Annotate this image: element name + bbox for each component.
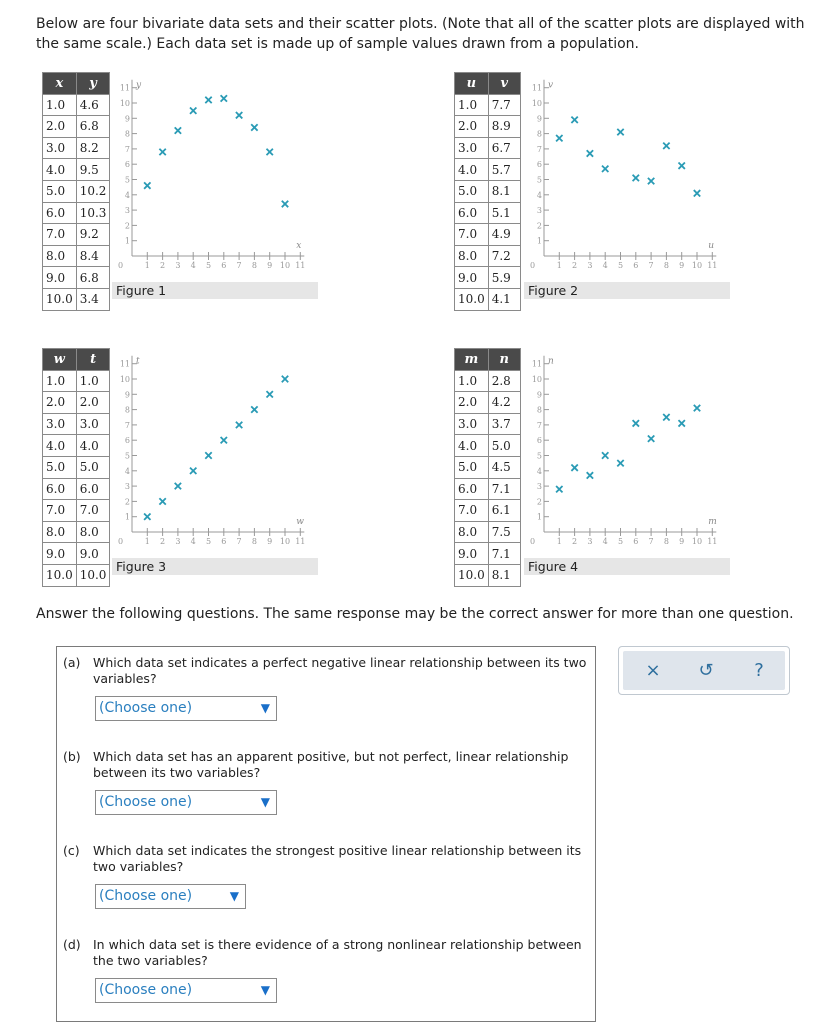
data-point [251, 124, 257, 130]
question-c [63, 843, 589, 875]
y-tick-label: 3 [536, 206, 542, 216]
table-cell: 8.1 [488, 180, 520, 202]
table-cell: 4.0 [455, 435, 489, 457]
data-point [236, 112, 242, 118]
y-tick-label: 8 [124, 405, 130, 415]
y-axis-label: v [548, 80, 554, 91]
y-tick-label: 1 [124, 236, 130, 246]
y-tick-label: 9 [124, 390, 130, 400]
table-cell: 4.1 [488, 288, 520, 310]
dropdown-arrow-icon: ▼ [229, 889, 239, 903]
y-tick-label: 2 [124, 497, 130, 507]
y-tick-label: 7 [536, 144, 542, 154]
x-tick-label: 2 [160, 537, 166, 546]
answer-select-c[interactable] [95, 884, 246, 909]
x-tick-label: 7 [648, 537, 654, 546]
data-point [694, 190, 700, 196]
scatter-plot-4 [526, 348, 726, 553]
x-tick-label: 1 [144, 261, 150, 270]
y-tick-label: 2 [124, 221, 130, 231]
figure-caption: Figure 1 [112, 282, 318, 299]
y-tick-label: 6 [124, 160, 130, 170]
y-tick-label: 8 [536, 405, 542, 415]
dropdown-arrow-icon: ▼ [260, 983, 270, 997]
x-tick-label: 6 [633, 261, 639, 270]
answer-select-d[interactable] [95, 978, 277, 1003]
y-tick-label: 2 [536, 221, 542, 231]
y-tick-label: 10 [119, 99, 130, 108]
x-tick-label: 2 [160, 261, 166, 270]
origin-label: 0 [530, 537, 536, 546]
table-cell: 8.0 [43, 521, 77, 543]
table-cell: 10.0 [455, 288, 489, 310]
table-cell: 8.0 [455, 245, 489, 267]
y-tick-label: 11 [531, 359, 542, 369]
help-button[interactable] [739, 651, 779, 690]
y-tick-label: 5 [536, 451, 542, 461]
table-cell: 5.0 [488, 435, 520, 457]
table-cell: 4.6 [76, 94, 110, 116]
y-tick-label: 5 [536, 175, 542, 185]
figure-3 [42, 348, 342, 588]
x-tick-label: 10 [691, 261, 703, 270]
y-axis-label: t [136, 356, 140, 367]
table-cell: 6.7 [488, 137, 520, 159]
x-axis-label: m [708, 517, 717, 527]
question-text: Which data set has an apparent positive, but not perfect, linear relationship between its two variables? [93, 749, 569, 780]
table-cell: 9.0 [76, 543, 110, 565]
table-cell: 8.9 [488, 116, 520, 138]
x-axis-label: x [296, 241, 302, 251]
table-cell: 6.1 [488, 500, 520, 522]
data-point [663, 414, 669, 420]
table-cell: 4.5 [488, 456, 520, 478]
y-tick-label: 10 [119, 375, 130, 384]
data-table-1 [42, 72, 110, 311]
dropdown-arrow-icon: ▼ [260, 701, 270, 715]
figure-caption: Figure 2 [524, 282, 730, 299]
table-cell: 10.3 [76, 202, 110, 224]
data-point [587, 150, 593, 156]
table-cell: 5.0 [43, 456, 77, 478]
data-point [648, 178, 654, 184]
data-point [617, 460, 623, 466]
y-tick-label: 6 [536, 160, 542, 170]
table-cell: 7.5 [488, 521, 520, 543]
origin-label: 0 [118, 261, 124, 270]
y-tick-label: 8 [536, 129, 542, 139]
table-cell: 8.1 [488, 564, 520, 586]
x-tick-label: 11 [707, 537, 718, 546]
data-point [617, 129, 623, 135]
data-point [633, 175, 639, 181]
table-cell: 6.0 [455, 478, 489, 500]
table-cell: 6.0 [76, 478, 110, 500]
table-cell: 5.7 [488, 159, 520, 181]
x-tick-label: 5 [205, 537, 212, 546]
x-tick-label: 4 [190, 261, 196, 270]
table-cell: 9.2 [76, 224, 110, 246]
x-tick-label: 4 [602, 537, 608, 546]
y-tick-label: 1 [536, 236, 542, 246]
table-cell: 1.0 [455, 94, 489, 116]
select-value: (Choose one) [99, 982, 193, 998]
table-cell: 9.0 [455, 543, 489, 565]
table-cell: 5.0 [455, 456, 489, 478]
data-point [190, 468, 196, 474]
table-cell: 7.7 [488, 94, 520, 116]
table-cell: 4.2 [488, 392, 520, 414]
intro-text: Below are four bivariate data sets and their scatter plots. (Note that all of the scatter plots are displayed with the same scale.) Each data set is made up of sample values drawn from a population. [36, 16, 805, 52]
table-cell: 1.0 [455, 370, 489, 392]
y-tick-label: 1 [536, 512, 542, 522]
y-tick-label: 5 [124, 451, 130, 461]
y-tick-label: 9 [536, 114, 542, 124]
data-point [648, 435, 654, 441]
table-cell: 8.0 [455, 521, 489, 543]
data-point [175, 127, 181, 133]
figure-caption: Figure 3 [112, 558, 318, 575]
y-tick-label: 10 [531, 375, 542, 384]
question-text: Which data set indicates the strongest positive linear relationship between its two variables? [93, 843, 582, 874]
table-cell: 6.0 [43, 478, 77, 500]
y-tick-label: 6 [536, 436, 542, 446]
data-point [205, 452, 211, 458]
data-point [679, 163, 685, 169]
x-tick-label: 8 [251, 261, 257, 270]
y-tick-label: 2 [536, 497, 542, 507]
x-tick-label: 10 [279, 261, 291, 270]
table-header: t [76, 349, 110, 371]
data-point [602, 452, 608, 458]
data-point [282, 376, 288, 382]
table-cell: 10.0 [76, 564, 110, 586]
x-axis-label: w [296, 517, 305, 527]
y-axis-label: y [136, 80, 142, 91]
table-cell: 6.8 [76, 116, 110, 138]
data-point [556, 486, 562, 492]
x-tick-label: 3 [175, 537, 181, 546]
table-cell: 7.0 [455, 224, 489, 246]
table-cell: 5.9 [488, 267, 520, 289]
table-cell: 4.9 [488, 224, 520, 246]
data-point [602, 166, 608, 172]
table-cell: 7.0 [76, 500, 110, 522]
x-tick-label: 4 [190, 537, 196, 546]
data-point [144, 514, 150, 520]
table-cell: 1.0 [43, 370, 77, 392]
y-tick-label: 3 [124, 206, 130, 216]
data-point [159, 498, 165, 504]
origin-label: 0 [530, 261, 536, 270]
y-tick-label: 1 [124, 512, 130, 522]
y-tick-label: 5 [124, 175, 130, 185]
table-cell: 7.2 [488, 245, 520, 267]
y-tick-label: 4 [124, 190, 130, 200]
x-tick-label: 7 [648, 261, 654, 270]
close-icon: × [645, 660, 661, 681]
data-table-3 [42, 348, 110, 587]
y-tick-label: 6 [124, 436, 130, 446]
table-cell: 8.4 [76, 245, 110, 267]
x-tick-label: 2 [572, 537, 578, 546]
y-tick-label: 10 [531, 99, 542, 108]
table-cell: 7.1 [488, 478, 520, 500]
table-cell: 8.0 [76, 521, 110, 543]
x-tick-label: 1 [144, 537, 150, 546]
data-point [221, 437, 227, 443]
data-point [144, 182, 150, 188]
data-point [663, 143, 669, 149]
table-cell: 4.0 [43, 435, 77, 457]
y-tick-label: 7 [124, 144, 130, 154]
table-header: w [43, 349, 77, 371]
table-cell: 7.0 [455, 500, 489, 522]
dropdown-arrow-icon: ▼ [260, 795, 270, 809]
y-tick-label: 9 [536, 390, 542, 400]
x-tick-label: 9 [267, 261, 273, 270]
x-tick-label: 5 [617, 537, 624, 546]
question-letter: (c) [63, 843, 80, 858]
data-point [190, 107, 196, 113]
data-point [205, 97, 211, 103]
x-tick-label: 10 [279, 537, 291, 546]
x-tick-label: 7 [236, 261, 242, 270]
x-tick-label: 10 [691, 537, 703, 546]
table-cell: 2.0 [455, 392, 489, 414]
undo-icon: ↺ [698, 660, 714, 681]
table-header: u [455, 73, 489, 95]
x-tick-label: 11 [295, 261, 306, 270]
question-a [63, 655, 589, 687]
question-letter: (a) [63, 655, 81, 670]
y-tick-label: 7 [124, 420, 130, 430]
table-cell: 10.0 [43, 288, 77, 310]
table-cell: 9.0 [455, 267, 489, 289]
table-header: v [488, 73, 520, 95]
data-table-4 [454, 348, 521, 587]
scatter-plot-1 [114, 72, 314, 277]
table-cell: 8.0 [43, 245, 77, 267]
table-cell: 5.0 [455, 180, 489, 202]
answer-select-a[interactable] [95, 696, 277, 721]
table-cell: 9.0 [43, 267, 77, 289]
data-point [267, 149, 273, 155]
table-cell: 1.0 [76, 370, 110, 392]
x-axis-label: u [708, 241, 715, 251]
table-cell: 9.5 [76, 159, 110, 181]
table-cell: 2.0 [43, 116, 77, 138]
question-text: In which data set is there evidence of a strong nonlinear relationship between the two variables? [93, 937, 582, 968]
table-cell: 2.0 [43, 392, 77, 414]
data-point [175, 483, 181, 489]
table-header: y [76, 73, 110, 95]
x-tick-label: 11 [295, 537, 306, 546]
table-cell: 10.2 [76, 180, 110, 202]
x-tick-label: 8 [663, 537, 669, 546]
y-tick-label: 3 [124, 482, 130, 492]
scatter-plot-3 [114, 348, 314, 553]
x-tick-label: 8 [251, 537, 257, 546]
y-tick-label: 7 [536, 420, 542, 430]
x-tick-label: 1 [556, 261, 562, 270]
data-point [282, 201, 288, 207]
x-tick-label: 5 [617, 261, 624, 270]
table-cell: 4.0 [43, 159, 77, 181]
data-point [587, 472, 593, 478]
question-letter: (d) [63, 937, 81, 952]
x-tick-label: 5 [205, 261, 212, 270]
y-tick-label: 11 [531, 83, 542, 93]
data-point [571, 465, 577, 471]
x-tick-label: 3 [587, 261, 593, 270]
table-cell: 2.0 [76, 392, 110, 414]
help-icon: ? [754, 660, 764, 681]
data-point [159, 149, 165, 155]
table-cell: 5.0 [76, 456, 110, 478]
data-table-2 [454, 72, 521, 311]
toolbar-inner [623, 651, 785, 690]
question-text: Which data set indicates a perfect negative linear relationship between its two variables? [93, 655, 587, 686]
select-value: (Choose one) [99, 700, 193, 716]
figure-4 [454, 348, 754, 588]
undo-button[interactable] [686, 651, 726, 690]
answer-select-b[interactable] [95, 790, 277, 815]
x-tick-label: 9 [679, 261, 685, 270]
table-cell: 3.7 [488, 413, 520, 435]
data-point [267, 391, 273, 397]
y-tick-label: 9 [124, 114, 130, 124]
table-header: n [488, 349, 520, 371]
table-cell: 7.0 [43, 224, 77, 246]
x-tick-label: 7 [236, 537, 242, 546]
y-axis-label: n [548, 356, 554, 367]
x-tick-label: 4 [602, 261, 608, 270]
x-tick-label: 6 [221, 261, 227, 270]
table-cell: 2.0 [455, 116, 489, 138]
figure-caption: Figure 4 [524, 558, 730, 575]
origin-label: 0 [118, 537, 124, 546]
table-cell: 3.4 [76, 288, 110, 310]
clear-button[interactable] [633, 651, 673, 690]
table-cell: 6.0 [43, 202, 77, 224]
x-tick-label: 11 [707, 261, 718, 270]
table-cell: 2.8 [488, 370, 520, 392]
scatter-plot-2 [526, 72, 726, 277]
table-cell: 1.0 [43, 94, 77, 116]
answer-toolbar [618, 646, 790, 695]
data-point [251, 406, 257, 412]
figure-2 [454, 72, 754, 312]
table-cell: 9.0 [43, 543, 77, 565]
data-point [633, 420, 639, 426]
question-letter: (b) [63, 749, 81, 764]
table-cell: 7.1 [488, 543, 520, 565]
table-cell: 3.0 [455, 137, 489, 159]
x-tick-label: 6 [633, 537, 639, 546]
x-tick-label: 3 [587, 537, 593, 546]
y-tick-label: 4 [536, 190, 542, 200]
table-cell: 7.0 [43, 500, 77, 522]
table-header: x [43, 73, 77, 95]
y-tick-label: 8 [124, 129, 130, 139]
questions-box [56, 646, 596, 1022]
table-cell: 3.0 [43, 413, 77, 435]
table-cell: 3.0 [455, 413, 489, 435]
y-tick-label: 4 [124, 466, 130, 476]
figure-1 [42, 72, 342, 312]
y-tick-label: 3 [536, 482, 542, 492]
table-cell: 8.2 [76, 137, 110, 159]
data-point [556, 135, 562, 141]
x-tick-label: 2 [572, 261, 578, 270]
x-tick-label: 8 [663, 261, 669, 270]
data-point [236, 422, 242, 428]
x-tick-label: 1 [556, 537, 562, 546]
table-header: m [455, 349, 489, 371]
x-tick-label: 9 [267, 537, 273, 546]
table-cell: 6.0 [455, 202, 489, 224]
data-point [221, 95, 227, 101]
data-point [694, 405, 700, 411]
table-cell: 3.0 [43, 137, 77, 159]
select-value: (Choose one) [99, 794, 193, 810]
y-tick-label: 11 [119, 359, 130, 369]
table-cell: 3.0 [76, 413, 110, 435]
x-tick-label: 9 [679, 537, 685, 546]
y-tick-label: 4 [536, 466, 542, 476]
x-tick-label: 6 [221, 537, 227, 546]
table-cell: 5.0 [43, 180, 77, 202]
table-cell: 10.0 [43, 564, 77, 586]
data-point [571, 117, 577, 123]
select-value: (Choose one) [99, 888, 193, 904]
y-tick-label: 11 [119, 83, 130, 93]
table-cell: 10.0 [455, 564, 489, 586]
data-point [679, 420, 685, 426]
table-cell: 6.8 [76, 267, 110, 289]
answer-intro: Answer the following questions. The same response may be the correct answer for more than one question. [36, 606, 794, 622]
table-cell: 5.1 [488, 202, 520, 224]
x-tick-label: 3 [175, 261, 181, 270]
table-cell: 4.0 [455, 159, 489, 181]
question-b [63, 749, 589, 781]
table-cell: 4.0 [76, 435, 110, 457]
question-d [63, 937, 589, 969]
